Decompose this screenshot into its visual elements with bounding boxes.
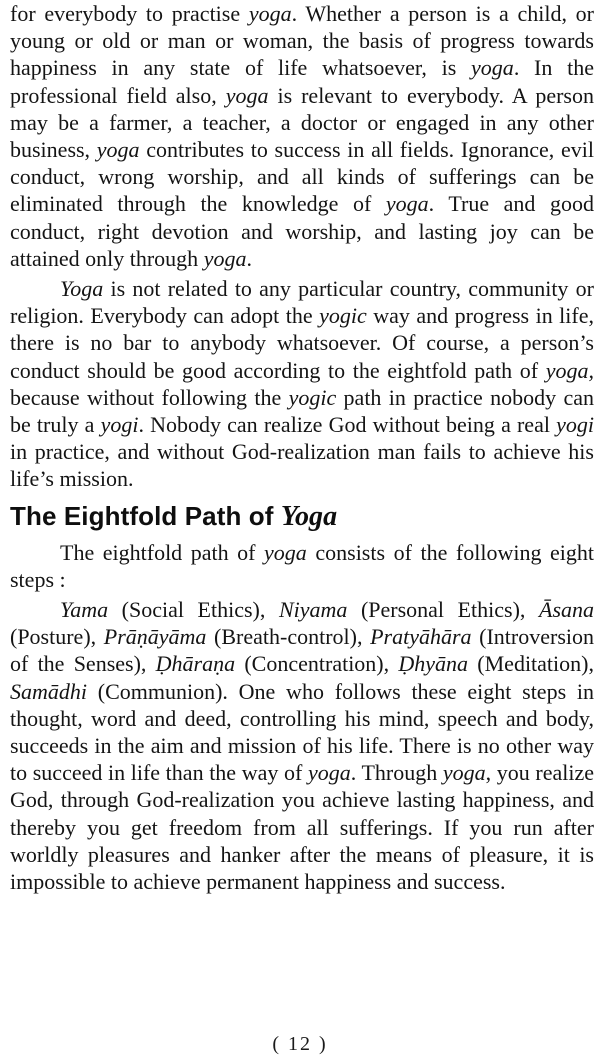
text-run: . True and good conduct, right devotion and worship, and lasting joy can be attained only through	[10, 191, 594, 271]
text-run: . Nobody can realize God without being a real	[138, 412, 557, 438]
text-run: (Posture),	[10, 624, 104, 650]
page-number: ( 12 )	[272, 1033, 328, 1055]
text-run: consists of the following eight steps :	[10, 539, 594, 592]
italic-term: Yoga	[60, 276, 104, 302]
text-run: (Breath-control),	[206, 624, 371, 650]
text-run: . Whether a person is a child, or young or old or man or woman, the basis of progress towards happiness in any state of life whatsoever, is	[10, 1, 594, 81]
text-run: way and progress in life, there is no bar to anybody whatsoever. Of course, a person’s conduct should be good according to the eightfold path of	[10, 303, 594, 383]
page-content	[10, 0, 594, 895]
paragraph-4	[10, 596, 594, 895]
italic-term: Ḍhyāna	[398, 651, 469, 677]
italic-term: Āsana	[539, 597, 594, 623]
paragraph-2	[10, 275, 594, 493]
text-run: is relevant to everybody. A person may be a farmer, a teacher, a doctor or engaged in any other business,	[10, 82, 594, 163]
heading-italic-term: Yoga	[280, 500, 338, 532]
italic-term: Pratyāhāra	[370, 624, 472, 650]
italic-term: yoga	[471, 55, 514, 81]
text-run: (Social Ethics),	[108, 597, 279, 623]
italic-term: yogic	[288, 384, 337, 410]
italic-term: yoga,	[545, 357, 594, 383]
italic-term: yoga	[203, 245, 247, 271]
text-run: contributes to success in all fields. Ignorance, evil conduct, wrong worship, and all kinds of sufferings can be eliminated through the knowledge of	[10, 137, 595, 217]
text-run: The eightfold path of	[60, 539, 265, 565]
text-run: . Through	[350, 760, 443, 786]
italic-term: yogic	[319, 303, 367, 329]
section-heading	[10, 500, 594, 533]
text-run: because without following the	[10, 384, 289, 410]
text-run: (Introversion of the Senses),	[10, 624, 594, 677]
italic-term: yoga	[225, 82, 269, 108]
italic-term: yogi	[100, 412, 139, 438]
italic-term: Samādhi	[10, 678, 87, 704]
italic-term: Niyama	[278, 597, 348, 623]
italic-term: yoga	[248, 1, 292, 26]
italic-term: Yama	[60, 597, 109, 623]
italic-term: yoga	[96, 137, 140, 163]
text-run: .	[246, 245, 252, 271]
italic-term: yoga	[385, 191, 429, 217]
text-run: (Communion). One who follows these eight steps in thought, word and deed, controlling his mind, speech and body, succeeds in the aim and mission of his life. There is no other way to succeed in life than the way of	[10, 678, 594, 786]
text-run: , you realize God, through God-realization you achieve lasting happiness, and thereby you get freedom from all sufferings. If you run after worldly pleasures and hanker after the means of pleasure, it is impossible to achieve permanent happiness and success.	[10, 760, 594, 895]
italic-term: Prāṇāyāma	[103, 624, 207, 650]
heading-text: The Eightfold Path of	[10, 500, 281, 531]
text-run: for everybody to practise	[10, 1, 249, 26]
italic-term: yoga	[442, 760, 486, 786]
italic-term: yoga	[307, 760, 351, 786]
italic-term: yogi	[556, 412, 594, 438]
italic-term: yoga	[264, 539, 307, 565]
text-run: . In the professional field also,	[10, 55, 595, 108]
text-run: in practice, and without God-realization man fails to achieve his life’s mission.	[10, 439, 594, 492]
text-run: (Personal Ethics),	[347, 597, 539, 623]
paragraph-3	[10, 539, 594, 593]
paragraph-1	[10, 0, 594, 272]
text-run: (Concentration),	[235, 651, 399, 677]
text-run: path in practice nobody can be truly a	[10, 384, 594, 438]
italic-term: Ḍhāraṇa	[155, 651, 236, 677]
text-run: is not related to any particular country, community or religion. Everybody can adopt the	[10, 276, 594, 329]
text-run: (Meditation),	[468, 651, 594, 677]
